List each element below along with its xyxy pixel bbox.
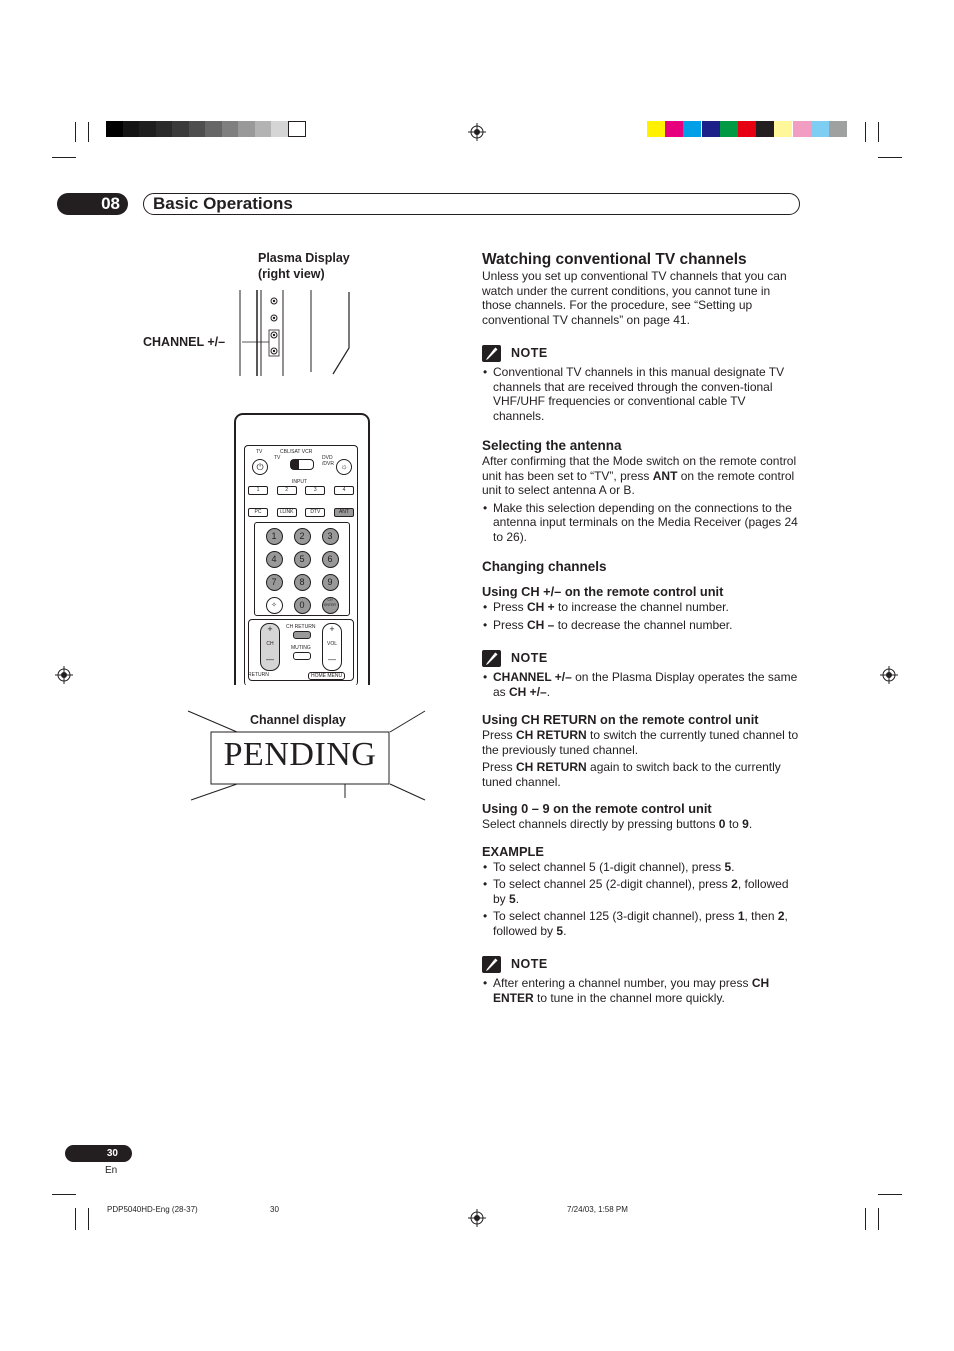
bold-run: CH ENTER — [493, 976, 770, 1005]
gray-swatch — [205, 121, 223, 137]
bold-run: CH + — [527, 600, 555, 614]
input-button-row — [248, 486, 354, 495]
registration-mark-icon — [55, 666, 73, 684]
text-run: , followed by — [493, 877, 789, 906]
gray-swatch — [123, 121, 141, 137]
input-label: INPUT — [292, 479, 307, 485]
numeric-keypad — [260, 528, 344, 614]
gray-swatch — [238, 121, 256, 137]
text-run: Press — [482, 760, 517, 774]
text-run: After confirming that the Mode switch on the remote control unit has been set to “TV”, press — [482, 454, 797, 483]
digit-button-3[interactable]: 3 — [322, 528, 339, 545]
section-body-watching: Unless you set up conventional TV channels that you can watch under the current conditions, you cannot tune in those channels. For the procedure, see “Setting up conventional TV channels” on page 41. — [482, 269, 787, 327]
digit-button-9[interactable]: 9 — [322, 574, 339, 591]
bold-run: 2 — [731, 877, 738, 891]
ch-rocker[interactable] — [260, 623, 280, 671]
section-title-watching: Watching conventional TV channels — [482, 251, 747, 268]
return-label: RETURN — [248, 672, 269, 678]
text-run: . — [731, 859, 735, 874]
color-swatch — [793, 121, 811, 137]
backlight-button-icon[interactable]: ✧ — [266, 597, 283, 614]
color-swatch — [774, 121, 792, 137]
input-button-2[interactable]: 2 — [277, 486, 297, 495]
note-header — [482, 648, 800, 668]
note-pencil-icon — [482, 956, 501, 973]
bold-run: 9 — [742, 817, 749, 831]
bold-run: CHANNEL +/– — [493, 670, 572, 684]
example-bullet-2 — [482, 877, 800, 906]
note-bullet — [482, 670, 800, 699]
mode-label-cbl-sat-vcr: CBL/SAT VCR — [280, 449, 313, 455]
note-header — [482, 343, 800, 363]
crop-mark — [75, 122, 76, 142]
crop-mark — [88, 1208, 89, 1230]
page-number-badge — [65, 1145, 132, 1162]
mode-label-tv: TV — [274, 455, 281, 461]
text-run: to increase the channel number. — [554, 600, 729, 614]
section-body-antenna — [482, 454, 800, 498]
input-button-1[interactable]: 1 — [248, 486, 268, 495]
text-run: To select channel 5 (1-digit channel), press — [493, 859, 725, 874]
subsection-title-digits: Using 0 – 9 on the remote control unit — [482, 801, 712, 816]
page-number: 30 — [106, 1148, 118, 1159]
text-run: After entering a channel number, you may press — [493, 976, 752, 990]
registration-mark-icon — [468, 123, 486, 141]
page-language: En — [105, 1165, 118, 1176]
color-swatch — [829, 121, 847, 137]
color-swatch — [738, 121, 756, 137]
footer-page-ref: 30 — [270, 1205, 279, 1214]
bold-run: 1 — [737, 909, 745, 923]
text-run: Press — [493, 617, 528, 632]
text-run: to switch the currently tuned channel to the previously tuned channel. — [482, 728, 799, 757]
digits-body — [482, 817, 800, 832]
note-header — [482, 954, 800, 974]
bold-run: 2 — [777, 909, 785, 923]
mode-switch[interactable] — [290, 459, 314, 470]
text-run: . — [748, 817, 753, 831]
color-swatch — [647, 121, 665, 137]
note-label: NOTE — [511, 651, 548, 665]
note-pencil-icon — [482, 650, 501, 667]
bold-run: CH – — [527, 617, 555, 632]
input-button-3[interactable]: 3 — [305, 486, 325, 495]
gray-swatch — [189, 121, 207, 137]
remote-tv-label: TV — [256, 449, 263, 455]
note-bullet: • Conventional TV channels in this manual designate TV channels that are received through the conven-tional VHF/UHF frequencies or conventional cable TV channels. — [482, 365, 800, 423]
input-button-4[interactable]: 4 — [334, 486, 354, 495]
plasma-caption — [258, 250, 350, 282]
muting-label: MUTING — [291, 645, 311, 651]
color-swatch — [702, 121, 720, 137]
light-button-icon[interactable]: ☼ — [336, 459, 352, 475]
note-pencil-icon — [482, 345, 501, 362]
footer-timestamp: 7/24/03, 1:58 PM — [567, 1205, 628, 1214]
gray-swatch — [139, 121, 157, 137]
bold-run: CH RETURN — [516, 728, 587, 742]
ch-minus-bullet — [482, 618, 800, 633]
footer-file-name: PDP5040HD-Eng (28-37) — [107, 1205, 198, 1214]
color-swatch — [756, 121, 774, 137]
digit-button-6[interactable]: 6 — [322, 551, 339, 568]
crop-mark — [878, 157, 902, 158]
example-bullet-1 — [482, 860, 800, 875]
crop-mark — [88, 122, 89, 142]
note-label: NOTE — [511, 346, 548, 360]
color-swatch — [720, 121, 738, 137]
chapter-number-badge — [57, 193, 128, 215]
channel-display-caption: Channel display — [250, 713, 346, 727]
example-bullet-3 — [482, 909, 800, 938]
digit-button-2[interactable]: 2 — [294, 528, 311, 545]
ch-return-label: CH RETURN — [286, 624, 316, 630]
text-run: to decrease the channel number. — [554, 617, 733, 632]
text-run: Press — [493, 600, 528, 614]
text-run: to tune in the channel more quickly. — [533, 990, 725, 1005]
section-title-antenna: Selecting the antenna — [482, 438, 622, 453]
source-button-ilink[interactable]: i.LINK — [277, 508, 297, 517]
remote-control-illustration — [234, 413, 370, 685]
vol-plus-label: + — [329, 624, 335, 634]
bold-run: 5 — [724, 859, 732, 874]
gray-swatch — [271, 121, 289, 137]
crop-mark — [878, 1194, 902, 1195]
ch-minus-label: — — [266, 655, 274, 664]
text-run: To select channel 125 (3-digit channel), press — [493, 909, 738, 923]
source-button-ant[interactable]: ANT — [334, 508, 354, 517]
text-run: on the Plasma Display operates the same as — [493, 670, 798, 699]
bold-run: 5 — [556, 923, 564, 938]
plasma-side-view-illustration — [235, 290, 355, 376]
muting-button[interactable] — [293, 652, 311, 660]
digit-button-4[interactable]: 4 — [266, 551, 283, 568]
note-bullet — [482, 976, 800, 1005]
digit-button-7[interactable]: 7 — [266, 574, 283, 591]
crop-mark — [52, 1194, 76, 1195]
text-run: , followed by — [493, 909, 788, 938]
plasma-caption-line1: Plasma Display — [258, 251, 350, 265]
plasma-caption-line2: (right view) — [258, 267, 325, 281]
example-title: EXAMPLE — [482, 843, 544, 859]
bold-run: 5 — [509, 891, 516, 906]
ch-plus-label: + — [267, 624, 273, 634]
gray-swatch — [106, 121, 124, 137]
bold-run: ANT — [652, 468, 678, 483]
chapter-number: 08 — [101, 194, 120, 213]
ch-return-body-2 — [482, 760, 800, 789]
text-run: To select channel 25 (2-digit channel), press — [493, 877, 732, 891]
text-run: Press — [482, 728, 517, 742]
antenna-bullet: • Make this selection depending on the connections to the antenna input terminals on the Media Receiver (pages 24 to 26). — [482, 501, 800, 545]
right-column — [482, 251, 800, 1005]
section-title-changing: Changing channels — [482, 559, 607, 574]
text-run: , then — [744, 909, 778, 923]
ch-label: CH — [266, 641, 274, 647]
vol-label: VOL — [326, 641, 337, 647]
crop-mark — [878, 122, 879, 142]
bold-run: CH +/– — [509, 684, 547, 699]
chapter-title: Basic Operations — [153, 194, 293, 213]
source-button-pc[interactable]: PC — [248, 508, 268, 517]
registration-mark-icon — [880, 666, 898, 684]
source-button-row — [248, 508, 354, 517]
subsection-title-ch-plus-minus: Using CH +/– on the remote control unit — [482, 584, 724, 599]
crop-mark — [878, 1208, 879, 1230]
color-swatch — [811, 121, 829, 137]
mode-label-dvd-dvr: DVD /DVR — [322, 455, 334, 467]
channel-callout-label: CHANNEL +/– — [143, 335, 226, 349]
home-menu-label: HOME MENU — [308, 672, 345, 680]
text-run: on the remote control unit to select antenna A or B. — [482, 468, 795, 497]
vol-minus-label: — — [328, 655, 336, 664]
ch-enter-button[interactable]: CH ENTER — [322, 597, 339, 614]
text-run: . — [563, 923, 567, 938]
ch-return-button[interactable] — [293, 631, 311, 639]
bold-run: CH RETURN — [516, 760, 587, 774]
subsection-title-ch-return: Using CH RETURN on the remote control unit — [482, 712, 759, 727]
digit-button-0[interactable]: 0 — [294, 597, 311, 614]
crop-mark — [865, 1208, 866, 1230]
gray-swatch — [222, 121, 240, 137]
digit-button-8[interactable]: 8 — [294, 574, 311, 591]
gray-swatch — [156, 121, 174, 137]
gray-swatch — [172, 121, 190, 137]
digit-button-1[interactable]: 1 — [266, 528, 283, 545]
text-run: . — [515, 891, 520, 906]
note-label: NOTE — [511, 957, 548, 971]
crop-mark — [75, 1208, 76, 1230]
channel-display-screen-text: PENDING — [223, 736, 377, 773]
source-button-dtv[interactable]: DTV — [305, 508, 325, 517]
registration-mark-icon — [468, 1209, 486, 1227]
power-button-icon[interactable]: ⏻ — [252, 459, 268, 475]
bold-run: 0 — [718, 817, 726, 831]
color-swatch — [665, 121, 683, 137]
ch-return-body-1 — [482, 728, 800, 757]
ch-plus-bullet — [482, 600, 800, 615]
text-run: . — [546, 684, 551, 699]
text-run: Select channels directly by pressing buttons — [482, 817, 719, 831]
text-run: to — [725, 817, 743, 831]
gray-swatch — [288, 121, 306, 137]
digit-button-5[interactable]: 5 — [294, 551, 311, 568]
crop-mark — [52, 157, 76, 158]
text-run: again to switch back to the currently tuned channel. — [482, 760, 781, 789]
vol-rocker[interactable] — [322, 623, 342, 671]
crop-mark — [865, 122, 866, 142]
gray-swatch — [255, 121, 273, 137]
color-swatch — [683, 121, 701, 137]
